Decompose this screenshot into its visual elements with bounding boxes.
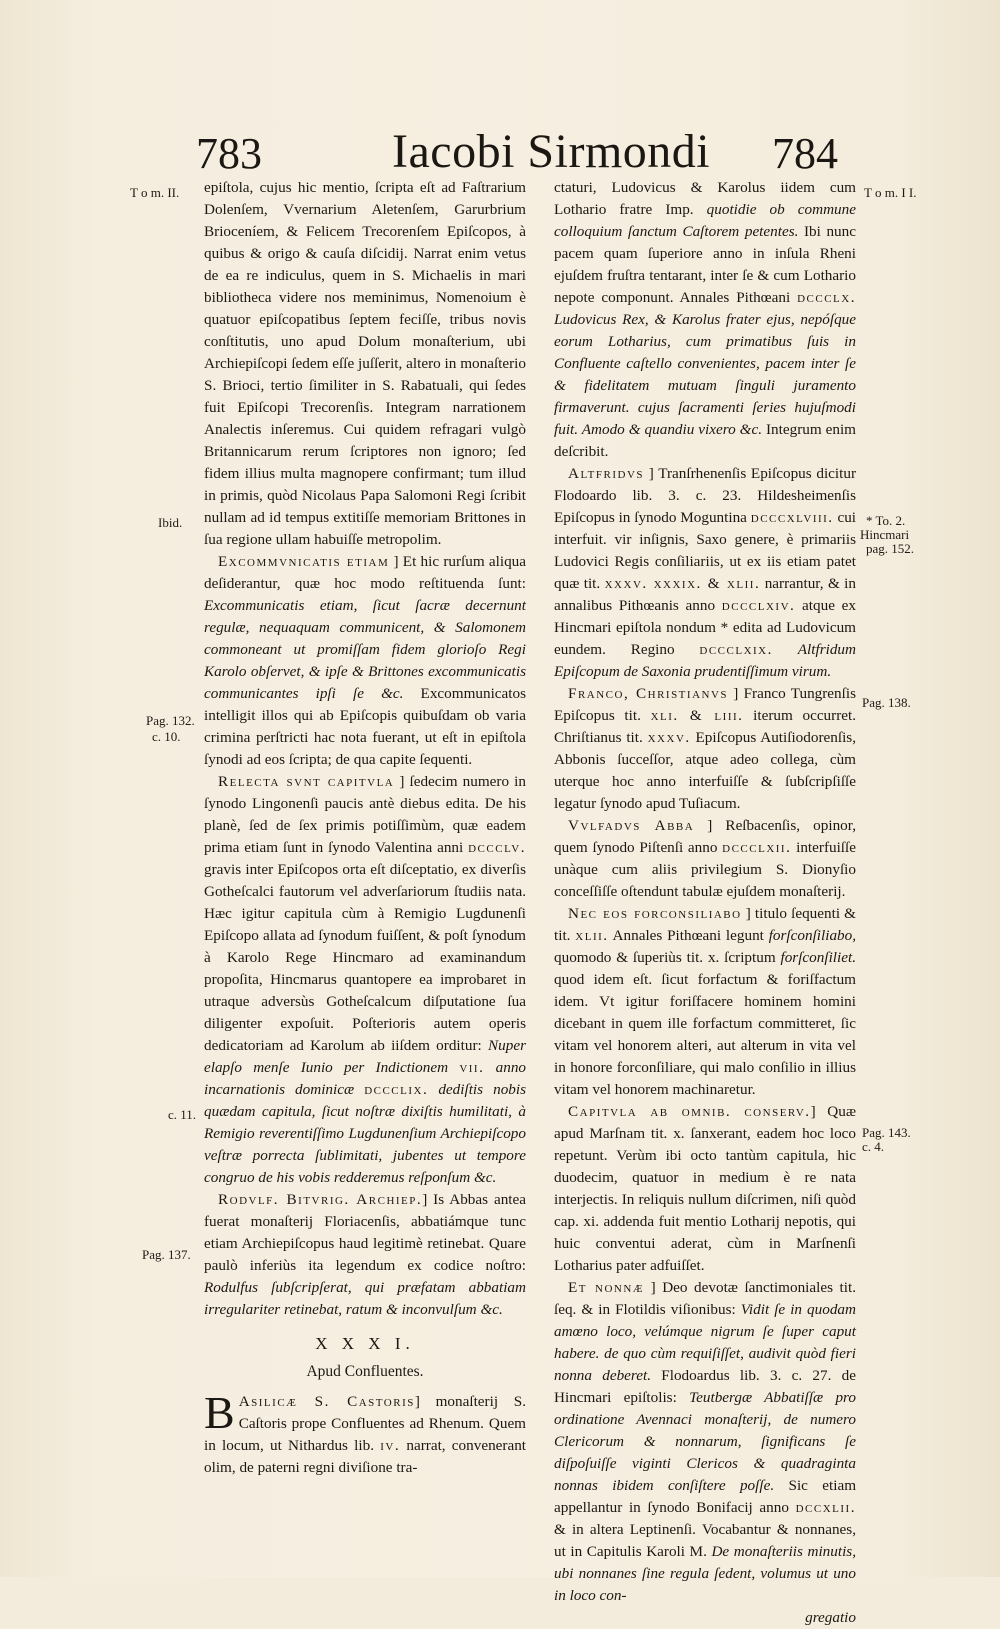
text-run: xlii. <box>575 927 609 944</box>
paragraph <box>554 177 856 463</box>
text-run: dccclix. <box>364 1081 429 1098</box>
text-run: ] titulo ſequenti & tit. <box>554 905 856 944</box>
text-run: ] ſedecim numero in ſynodo Lingonenſi paucis antè diebus edita. De his planè, ſed de ſex primis potiſſimùm, quæ eadem prima etiam ſunt in ſynodo Valentina anni <box>204 773 526 856</box>
text-run: Excommunicatis etiam, ſicut ſacræ decernunt regulæ, nequaquam communicent, & Salomonem commoneant ut promiſſam fidem glorioſo Regi Karolo obſervet, & ipſe & Brittones excommunicatis communicantes ipſi ſe &c. <box>204 597 526 702</box>
margin-note-left: c. 11. <box>168 1107 197 1122</box>
text-column-right <box>554 177 856 1629</box>
text-run: quotidie ob commune colloquium ſanctum Caſtorem petentes. <box>554 201 856 240</box>
catchword: gregatio <box>805 1609 856 1626</box>
paragraph <box>204 551 526 771</box>
lemma: Rodvlf. Bitvrig. Archiep. <box>218 1191 423 1208</box>
lemma: Vvlfadvs Abba <box>568 817 695 834</box>
lemma: Altfridvs <box>568 465 645 482</box>
text-run: forſconſiliabo, <box>768 927 857 944</box>
text-run: ] Tranſrhenenſis Epiſcopus dicitur Flodoardo lib. 3. c. 23. Hildesheimenſis Epiſcopus in ſynodo Moguntina <box>554 465 857 526</box>
margin-note-right: pag. 152. <box>866 541 915 556</box>
running-title: Iacobi Sirmondi <box>392 125 711 178</box>
paragraph <box>554 463 856 683</box>
text-run: xxxv. xxxix. & xlii. <box>604 575 761 592</box>
paragraph <box>204 1189 526 1321</box>
section-number: X X X I. <box>315 1334 415 1353</box>
text-run: vii. <box>459 1059 485 1076</box>
lemma: Et nonnæ <box>568 1279 645 1296</box>
paragraph <box>204 1387 527 1479</box>
text-run: Nuper elapſo menſe Iunio per Indictionem <box>204 1037 527 1076</box>
margin-note-left: Pag. 137. <box>142 1247 191 1262</box>
paragraph <box>554 1101 856 1277</box>
margin-note-right: c. 4. <box>862 1139 885 1154</box>
text-run: dccxlii. <box>795 1499 857 1516</box>
text-run: ] Deo devotæ ſanctimoniales tit. ſeq. & in Flotildis viſionibus: <box>554 1279 856 1318</box>
text-run: Altfridum Epiſcopum de Saxonia prudentiſſimum virum. <box>554 641 856 680</box>
text-run: De monaſteriis minutis, ubi nonnanes ſine regula ſedent, volumus ut uno in loco con- <box>554 1543 857 1604</box>
text-run: forſconſiliet. <box>780 949 856 966</box>
text-run: cui interfuit. vir inſignis, Saxo genere, è primariis Ludovici Regis conſiliariis, ut ex iis etiam patet quæ tit. <box>554 509 857 592</box>
paragraph <box>554 683 856 815</box>
lemma: Franco, Christianvs <box>568 685 729 702</box>
text-run: Annales Pithœani legunt <box>612 927 764 944</box>
margin-note-left: Pag. 132. <box>146 713 195 728</box>
text-run: ] Quæ apud Marſnam tit. x. ſanxerant, eadem hoc loco repetunt. Verùm ibi octo tantùm capitula, hic duodecim, quatuor in medium è re nata interjectis. In reliquis nullum diſcrimen, niſi quòd cap. xi. addenda fuit mentio Lotharij nepotis, qui huic conventui aderat, cùm in Marſnenſi Lotharius pater adfuiſſet. <box>554 1103 856 1274</box>
lemma: Asilicæ S. Castoris <box>238 1393 415 1410</box>
text-run: iv. <box>380 1437 401 1454</box>
page-number-left: 783 <box>196 129 262 178</box>
text-run: quod idem eſt. ſicut forfactum & foriſfactum idem. Vt igitur foriſfacere hominem homini dicebant in quem ille forfactum committeret, ſic vitam vel honorem alteri, aut alterum in vita vel in honore forconſiliare, qui malo conſilio in illius vitam vel honorem machinaretur. <box>554 971 856 1098</box>
text-run: & in altera Leptinenſi. Vocabantur & nonnanes, ut in Capitulis Karoli M. <box>554 1521 856 1560</box>
text-run: narrat, convenerant olim, de paterni regni diviſione tra- <box>204 1437 527 1476</box>
page-header <box>0 120 1000 180</box>
text-run: ] Is Abbas antea fuerat monaſterij Floriacenſis, abbatiámque tunc etiam Archiepiſcopus haud legitimè retinebat. Quare paulò inferiùs ita legendum ex codice noſtro: <box>204 1191 526 1274</box>
text-run: dccclxix. <box>699 641 773 658</box>
text-run: xxxv. <box>647 729 691 746</box>
text-run: dccclx. <box>797 289 857 306</box>
text-column-left <box>204 177 526 1479</box>
text-run: Sic etiam appellantur in ſynodo Bonifacij anno <box>554 1477 857 1516</box>
text-run: dcccxlviii. <box>750 509 834 526</box>
lemma: Excommvnicatis etiam <box>218 553 390 570</box>
margin-note-left: T o m. II. <box>130 185 180 200</box>
text-run: ] Et hic rurſum aliqua deſiderantur, quæ hoc modo reſtituenda ſunt: <box>204 553 527 592</box>
text-run: atque ex Hincmari epiſtola nondum * edita ad Ludovicum eundem. Regino <box>554 597 856 658</box>
margin-note-right: * To. 2. <box>866 513 906 528</box>
text-run: Ludovicus Rex, & Karolus frater ejus, nepóſque eorum Lotharius, cum primatibus ſuis in Confluente caſtello convenientes, pacem inter ſe & fidelitatem mutuam ſinguli juramento firmaverunt. cujus ſacramenti ſeries hujuſmodi fuit. Amodo & quandiu vixero &c. <box>554 311 856 438</box>
text-run: dccclxiv. <box>721 597 796 614</box>
text-run: xli. & liii. <box>650 707 744 724</box>
page-number-right: 784 <box>772 129 838 178</box>
text-run: Integrum enim deſcribit. <box>554 421 856 460</box>
margin-note-right: T o m. I I. <box>864 185 917 200</box>
lemma: Nec eos forconsiliabo <box>568 905 742 922</box>
text-run: dediſtis nobis quædam capitula, ſicut noſtræ dixiſtis humilitati, à Remigio reverentiſſimo Lugdunenſium Archiepiſcopo veſtræ porrecta ſublimitati, jubentes ut tempore congruo de his vobis redderemus reſponſum &c. <box>204 1081 527 1186</box>
paragraph <box>554 815 856 903</box>
text-run: gravis inter Epiſcopos orta eſt diſceptatio, ex diverſis Gotheſcalci fautorum vel adverſariorum ſtudiis nata. Hæc igitur capitula cùm à Remigio Lugdunenſi Epiſcopo allata ad ſynodum fuiſſent, & poſt ſynodum à Karolo Rege Hincmaro ad examinandum propoſita, Hincmarus quantopere ea improbaret in utraque adversùs Gotheſcalcum diſputatione ſua diligenter expoſuit. Poſterioris autem operis dedicatoriam ad Karolum ab iiſdem orditur: <box>204 861 526 1054</box>
text-run: ] monaſterij S. Caſtoris prope Confluentes ad Rhenum. Quem in locum, ut Nithardus lib. <box>204 1393 526 1454</box>
text-run: ] Reſbacenſis, opinor, quem ſynodo Piſtenſi anno <box>554 817 856 856</box>
text-run: Flodoardus lib. 3. c. 27. de Hincmari epiſtolis: <box>554 1367 857 1406</box>
text-run: Teutbergæ Abbatiſſæ pro ordinatione Avennaci monaſterij, de numero Clericorum & nonnarum, ſignificans ſe diſpoſuiſſe viginti Clericos & quadraginta nonnas ibidem conſiſtere poſſe. <box>554 1389 857 1494</box>
text-run: ] Franco Tungrenſis Epiſcopus tit. <box>554 685 856 724</box>
paragraph <box>204 177 526 551</box>
paragraph <box>204 771 526 1189</box>
paragraph <box>554 903 856 1101</box>
text-run: Epiſcopus Autiſiodorenſis, Abbonis ſucceſſor, atque adeo collega, cùm uterque hoc anno interfuiſſe & ſubſcripſiſſe legatur ſynodo apud Tuſiacum. <box>554 729 856 812</box>
text-run: ctaturi, Ludovicus & Karolus iidem cum Lothario fratre Imp. <box>554 179 856 218</box>
drop-cap: B <box>204 1387 235 1438</box>
text-run: interfuiſſe unàque cum aliis privilegium S. Dionyſio conceſſiſſe oſtendunt tabulæ ejuſdem monaſterij. <box>554 839 856 900</box>
text-run: dccclv. <box>468 839 527 856</box>
text-run: Excommunicatos intelligit illos qui ab Epiſcopis quibuſdam ob varia crimina perſtricti hac nota fuerant, ut eſt in epiſtola ſynodi ad eos ſcripta; de qua capite ſequenti. <box>204 685 526 768</box>
margin-note-right: Pag. 143. <box>862 1125 911 1140</box>
text-run: dccclxii. <box>722 839 792 856</box>
text-run: narrantur, & in annalibus Pithœanis anno <box>554 575 856 614</box>
section-subtitle: Apud Confluentes. <box>306 1363 424 1380</box>
text-run: iterum occurret. Chriſtianus tit. <box>554 707 857 746</box>
margin-note-right: Hincmari <box>860 527 910 542</box>
lemma: Relecta svnt capitvla <box>218 773 395 790</box>
margin-note-left: c. 10. <box>152 729 181 744</box>
lemma: Capitvla ab omnib. conserv. <box>568 1103 811 1120</box>
text-run: epiſtola, cujus hic mentio, ſcripta eſt ad Faſtrarium Dolenſem, Vvernarium Aletenſem, Garurbrium Brioceníem, & Felicem Trecorenſem Epiſcopos, à quibus & origo & cauſa diſcidij. Narrat enim vetus de ea re indiculus, quem in S. Michaelis in mari bibliotheca videre nos meminimus, Nomenoium è quatuor epiſcopatibus ſeptem feciſſe, tribus novis conſtitutis, uno apud Dolum monaſterium, ubi Archiepiſcopi ſedem eſſe juſſerit, altero in monaſterio S. Brioci, tertio ſimiliter in S. Rabatuali, qui ſedes fuit Epiſcopi Trecorenſis. Integram narrationem Analectis inſeremus. Cui quidem refragari vulgò Britannicarum rerum ſcriptores non ignoro; ſed fidem illius multa magnopere confirmant; tum illud in primis, quòd Nicolaus Papa Salomoni Regi ſcribit nullam ad id tempus extitiſſe memoriam Brittones in ſua regione ullam habuiſſe metropolim. <box>204 179 526 548</box>
text-run: quomodo & ſuperiùs tit. x. ſcriptum <box>554 949 776 966</box>
margin-note-right: Pag. 138. <box>862 695 911 710</box>
paragraph <box>554 1277 856 1629</box>
text-run: Ibi nunc pacem quam ſuperiore anno in inſula Rheni ejuſdem fruſtra tentarant, inter ſe & cum Lothario nepote componunt. Annales Pithœani <box>554 223 856 306</box>
text-run: Vidit ſe in quodam amœno loco, velúmque nigrum ſe ſuper caput habere. de quo cùm requiſiſſet, audivit quòd fieri nonna deberet. <box>554 1301 856 1384</box>
text-run: anno incarnationis dominicæ <box>204 1059 527 1098</box>
text-run: Rodulfus ſubſcripſerat, qui præfatam abbatiam irregulariter retinebat, ratum & inconvulſum &c. <box>204 1279 526 1318</box>
margin-note-left: Ibid. <box>158 515 183 530</box>
